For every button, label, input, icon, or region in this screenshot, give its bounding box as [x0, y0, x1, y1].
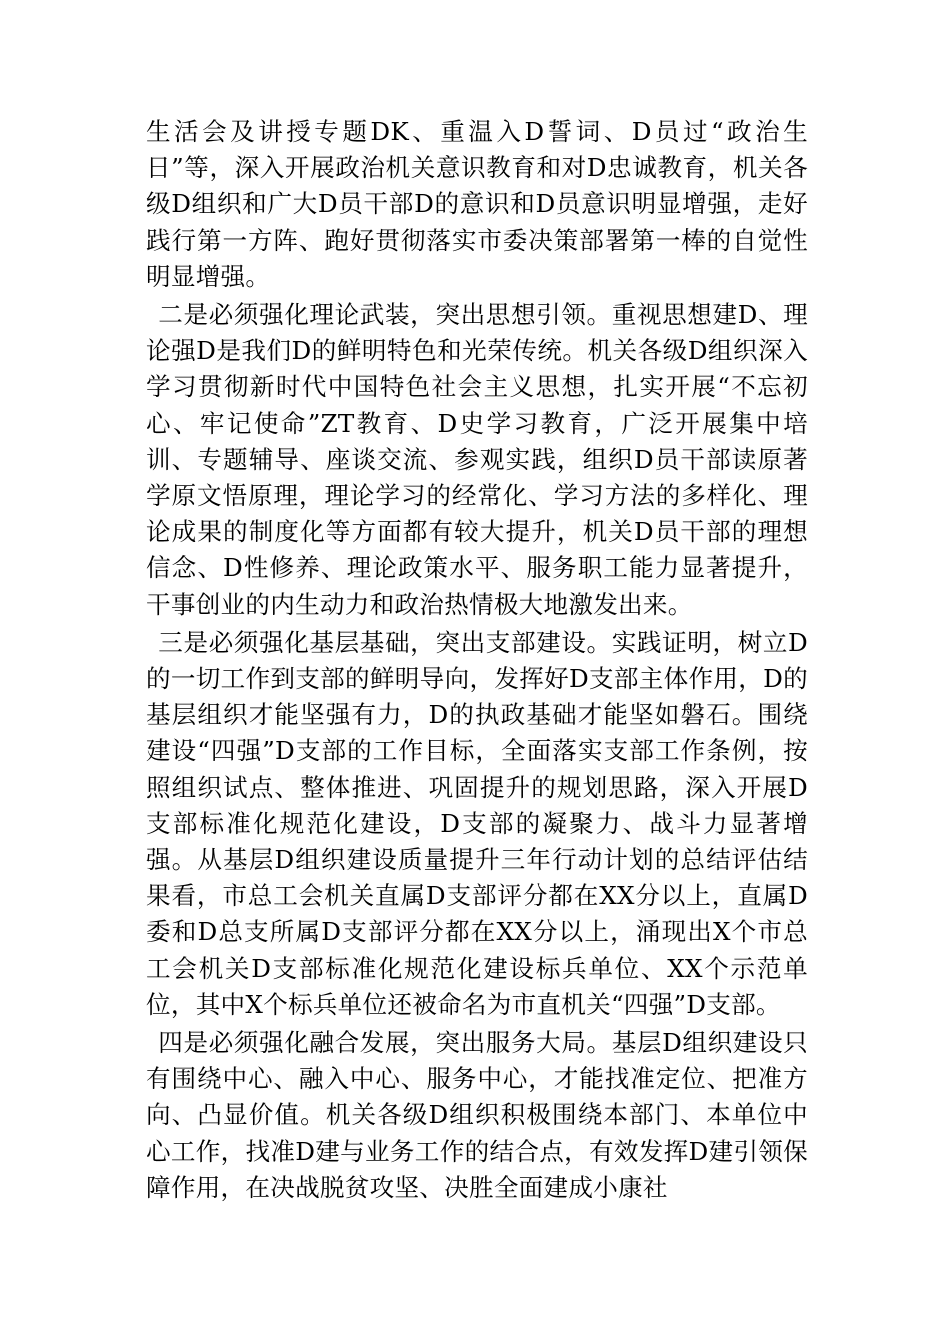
document-body	[146, 114, 808, 1206]
paragraph-political-education-continued: 生活会及讲授专题DK、重温入D誓词、D员过“政治生日”等，深入开展政治机关意识教育和对D忠诚教育，机关各级D组织和广大D员干部D的意识和D员意识明显增强，走好践行第一方阵、跑好贯彻落实市委决策部署第一棒的自觉性明显增强。	[146, 117, 808, 291]
paragraph-integrated-development: 四是必须强化融合发展，突出服务大局。基层D组织建设只有围绕中心、融入中心、服务中心，才能找准定位、把准方向、凸显价值。机关各级D组织积极围绕本部门、本单位中心工作，找准D建与业务工作的结合点，有效发挥D建引领保障作用，在决战脱贫攻坚、决胜全面建成小康社	[146, 1028, 808, 1202]
paragraph-grassroots-foundation: 三是必须强化基层基础，突出支部建设。实践证明，树立D的一切工作到支部的鲜明导向，发挥好D支部主体作用，D的基层组织才能坚强有力，D的执政基础才能坚如磐石。围绕建设“四强”D支部的工作目标，全面落实支部工作条例，按照组织试点、整体推进、巩固提升的规划思路，深入开展D支部标准化规范化建设，D支部的凝聚力、战斗力显著增强。从基层D组织建设质量提升三年行动计划的总结评估结果看，市总工会机关直属D支部评分都在XX分以上，直属D委和D总支所属D支部评分都在XX分以上，涌现出X个市总工会机关D支部标准化规范化建设标兵单位、XX个示范单位，其中X个标兵单位还被命名为市直机关“四强”D支部。	[146, 627, 808, 1019]
paragraph-theory-armament: 二是必须强化理论武装，突出思想引领。重视思想建D、理论强D是我们D的鲜明特色和光荣传统。机关各级D组织深入学习贯彻新时代中国特色社会主义思想，扎实开展“不忘初心、牢记使命”ZT教育、D史学习教育，广泛开展集中培训、专题辅导、座谈交流、参观实践，组织D员干部读原著学原文悟原理，理论学习的经常化、学习方法的多样化、理论成果的制度化等方面都有较大提升，机关D员干部的理想信念、D性修养、理论政策水平、服务职工能力显著提升，干事创业的内生动力和政治热情极大地激发出来。	[146, 300, 808, 619]
